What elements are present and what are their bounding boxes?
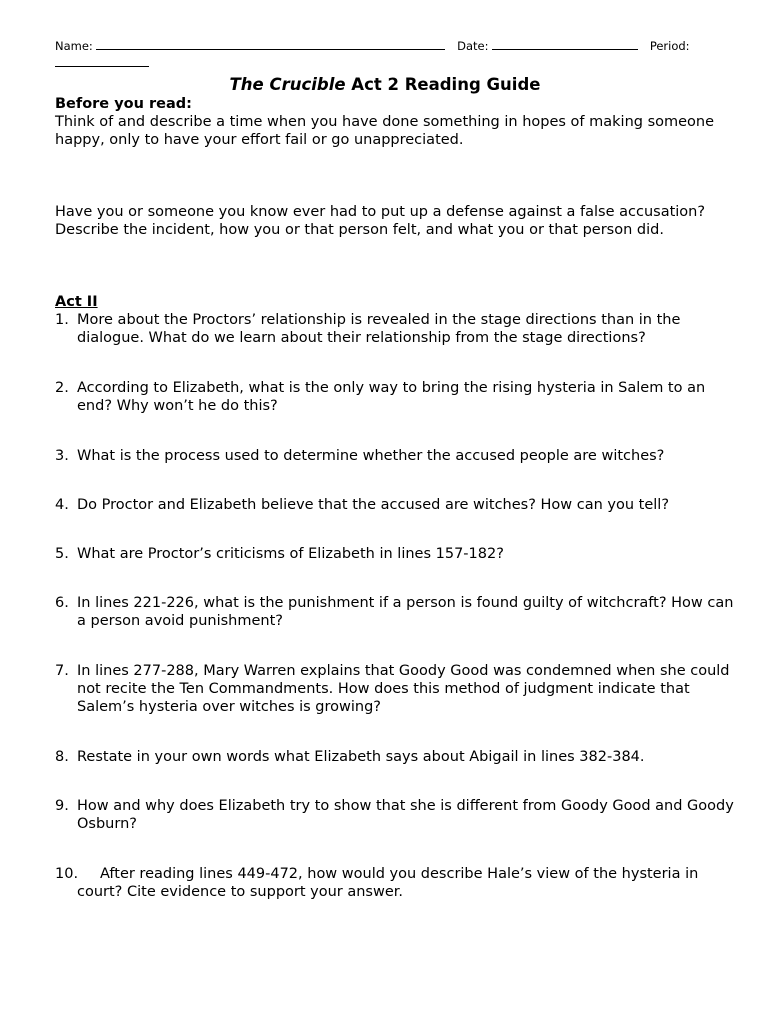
question-number: 8. xyxy=(55,749,69,765)
question-number: 4. xyxy=(55,497,69,513)
question-number: 2. xyxy=(55,380,69,396)
question-text: In lines 277-288, Mary Warren explains that Goody Good was condemned when she could not recite the Ten Commandments. How does this method of judgment indicate that Salem’s hysteria over witches is growing? xyxy=(77,663,730,715)
before-prompt-2: Have you or someone you know ever had to put up a defense against a false accusation? Describe the incident, how you or that person felt, and what you or that person did. xyxy=(55,204,706,238)
question-number: 1. xyxy=(55,312,69,328)
question-9 xyxy=(55,797,735,833)
act-heading: Act II xyxy=(55,294,98,310)
question-2 xyxy=(55,379,735,415)
before-prompt-1: Think of and describe a time when you have done something in hopes of making someone happy, only to have your effort fail or go unappreciated. xyxy=(55,114,715,148)
question-text: Restate in your own words what Elizabeth says about Abigail in lines 382-384. xyxy=(77,749,645,765)
question-number: 6. xyxy=(55,595,69,611)
page-title xyxy=(0,75,770,94)
worksheet-body xyxy=(55,95,735,901)
question-text: After reading lines 449-472, how would you describe Hale’s view of the hysteria in court? Cite evidence to support your answer. xyxy=(77,866,699,900)
answer-space xyxy=(55,239,735,293)
period-label: Period: xyxy=(649,39,690,53)
title-italic: The Crucible xyxy=(229,75,346,94)
question-text: Do Proctor and Elizabeth believe that the accused are witches? How can you tell? xyxy=(77,497,670,513)
title-rest: Act 2 Reading Guide xyxy=(345,75,541,94)
name-blank xyxy=(96,37,445,50)
question-3 xyxy=(55,447,735,465)
name-label: Name: xyxy=(55,39,93,53)
question-6 xyxy=(55,594,735,630)
date-label: Date: xyxy=(457,39,489,53)
period-blank xyxy=(55,54,149,67)
question-number: 10. xyxy=(55,866,79,882)
question-text: In lines 221-226, what is the punishment if a person is found guilty of witchcraft? How can a person avoid punishment? xyxy=(77,595,734,629)
question-text: What are Proctor’s criticisms of Elizabeth in lines 157-182? xyxy=(77,546,504,562)
question-text: According to Elizabeth, what is the only way to bring the rising hysteria in Salem to an end? Why won’t he do this? xyxy=(77,380,706,414)
question-text: What is the process used to determine whether the accused people are witches? xyxy=(77,448,665,464)
question-number: 7. xyxy=(55,663,69,679)
question-text: More about the Proctors’ relationship is revealed in the stage directions than in the dialogue. What do we learn about their relationship from the stage directions? xyxy=(77,312,681,346)
date-blank xyxy=(492,37,638,50)
question-number: 3. xyxy=(55,448,69,464)
question-text: How and why does Elizabeth try to show that she is different from Goody Good and Goody Osburn? xyxy=(77,798,734,832)
question-8 xyxy=(55,748,735,766)
question-5 xyxy=(55,545,735,563)
before-heading: Before you read: xyxy=(55,96,192,112)
answer-space xyxy=(55,149,735,203)
question-1 xyxy=(55,311,735,347)
question-4 xyxy=(55,496,735,514)
question-number: 9. xyxy=(55,798,69,814)
header-line xyxy=(55,37,690,53)
question-number: 5. xyxy=(55,546,69,562)
question-10 xyxy=(55,865,735,901)
question-7 xyxy=(55,662,735,716)
